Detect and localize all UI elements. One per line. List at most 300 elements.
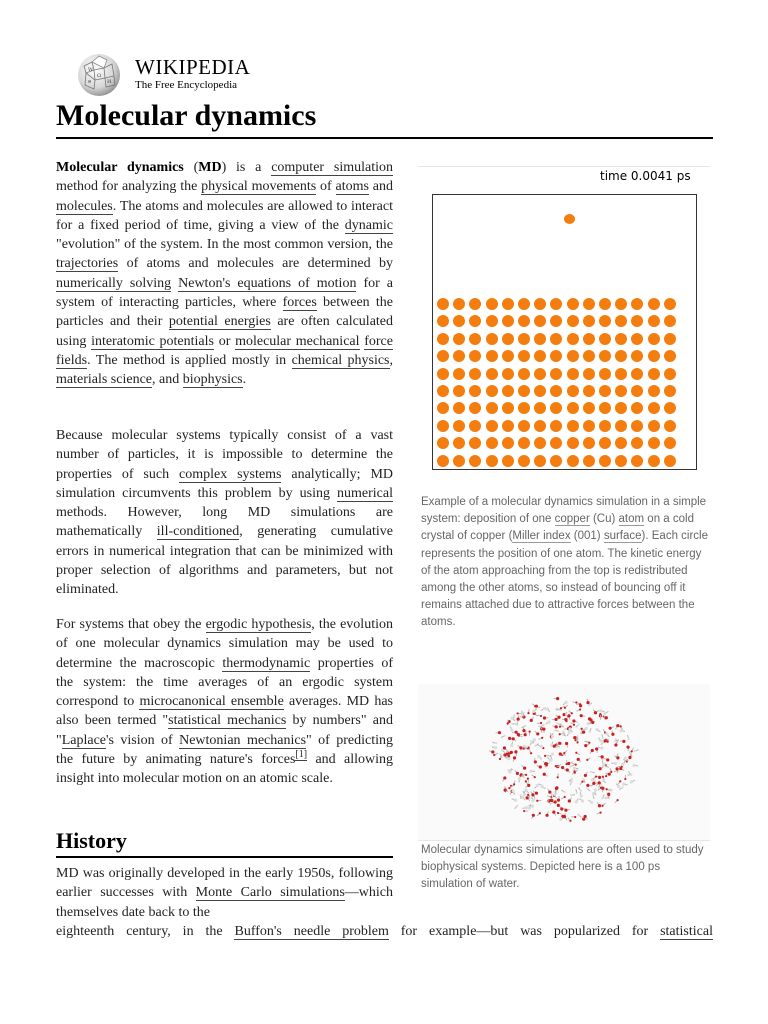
copper-lattice-atom [648, 333, 660, 345]
copper-lattice-atom [599, 368, 611, 380]
link-dynamic[interactable]: dynamic [344, 217, 393, 233]
link-ill-conditioned[interactable]: ill-conditioned [156, 524, 240, 540]
link-surface[interactable]: surface [603, 530, 642, 543]
water-atom [557, 812, 559, 814]
water-atom [555, 725, 558, 728]
copper-lattice-atom [583, 350, 595, 362]
link-molecules[interactable]: molecules [56, 198, 113, 214]
link-trajectories[interactable]: trajectories [56, 256, 119, 272]
link-computer-simulation[interactable]: computer simulation [271, 160, 393, 175]
copper-lattice-atom [648, 437, 660, 449]
water-atom [599, 767, 602, 770]
water-atom [523, 767, 526, 770]
water-atom [583, 778, 585, 780]
water-atom [529, 731, 531, 733]
water-atom [590, 771, 592, 773]
water-atom [526, 796, 529, 799]
water-atom [491, 750, 494, 753]
copper-lattice-atom [486, 333, 498, 345]
water-atom [602, 737, 604, 739]
copper-lattice-atom [664, 385, 676, 397]
section-divider [56, 856, 393, 858]
copper-lattice-atom [486, 420, 498, 432]
water-atom [507, 722, 509, 724]
water-atom [617, 799, 619, 801]
reference-link[interactable]: [1] [295, 749, 308, 761]
time-readout: time 0.0041 ps [600, 169, 691, 183]
water-atom [561, 766, 564, 769]
copper-lattice-atom [648, 368, 660, 380]
water-atom [527, 712, 529, 714]
copper-lattice-atom [518, 298, 530, 310]
link-interatomic-potentials[interactable]: interatomic potentials [91, 333, 214, 349]
copper-lattice-atom [648, 350, 660, 362]
copper-lattice-atom [534, 385, 546, 397]
copper-lattice-atom [469, 385, 481, 397]
link-statistical[interactable]: statistical [660, 924, 713, 939]
copper-lattice-atom [664, 333, 676, 345]
copper-lattice-atom [615, 368, 627, 380]
water-atom [519, 775, 521, 777]
water-atom [624, 778, 626, 780]
water-atom [590, 801, 593, 804]
water-atom [621, 786, 623, 788]
water-atom [564, 707, 566, 709]
water-atom [523, 712, 525, 714]
water-atom [577, 814, 579, 816]
water-atom [504, 735, 506, 737]
link-forces[interactable]: forces [282, 295, 317, 311]
copper-lattice-atom [486, 368, 498, 380]
link-thermodynamic[interactable]: thermodynamic [222, 655, 311, 671]
water-atom [514, 723, 516, 725]
water-atom [510, 728, 513, 731]
water-atom [598, 781, 601, 784]
link-microcanonical-ensemble[interactable]: microcanonical ensemble [139, 694, 284, 710]
water-atom [621, 763, 624, 766]
copper-lattice-atom [615, 437, 627, 449]
copper-lattice-atom [534, 350, 546, 362]
copper-lattice-atom [567, 315, 579, 327]
water-atom [532, 710, 535, 713]
copper-lattice-atom [583, 385, 595, 397]
water-atom [580, 714, 583, 717]
svg-text:ค: ค [88, 79, 92, 85]
link-biophysics[interactable]: biophysics [182, 372, 243, 388]
copper-lattice-atom [615, 385, 627, 397]
copper-lattice-atom [615, 402, 627, 414]
copper-lattice-atom [453, 385, 465, 397]
water-atom [626, 746, 629, 749]
water-atom [510, 744, 513, 747]
water-atom [557, 804, 560, 807]
water-atom [534, 776, 536, 778]
water-atom [517, 721, 519, 723]
water-atom [563, 815, 566, 818]
water-atom [542, 724, 544, 726]
copper-lattice-atom [518, 368, 530, 380]
copper-lattice-atom [599, 455, 611, 467]
wikipedia-wordmark: WIKIPEDIA [135, 55, 251, 79]
copper-lattice-atom [648, 385, 660, 397]
water-atom [628, 771, 630, 773]
water-atom [503, 746, 506, 749]
water-atom [582, 818, 585, 821]
link-miller-index[interactable]: Miller index [512, 530, 571, 543]
svg-text:Ω: Ω [97, 73, 102, 79]
copper-lattice-atom [664, 315, 676, 327]
water-atom [634, 750, 636, 752]
copper-lattice-atom [486, 455, 498, 467]
copper-lattice-atom [631, 333, 643, 345]
copper-lattice-atom [631, 315, 643, 327]
water-atom [592, 794, 594, 796]
water-atom [513, 783, 515, 785]
water-atom [523, 810, 525, 812]
copper-lattice-atom [599, 437, 611, 449]
copper-lattice-atom [599, 333, 611, 345]
copper-lattice-atom [437, 333, 449, 345]
water-atom [508, 737, 511, 740]
water-atom [563, 752, 565, 754]
water-atom [556, 697, 559, 700]
water-atom [592, 782, 595, 785]
water-atom [627, 738, 629, 740]
copper-lattice-atom [550, 402, 562, 414]
copper-lattice-atom [550, 385, 562, 397]
water-atom [517, 718, 520, 721]
copper-lattice-atom [437, 437, 449, 449]
water-atom [630, 780, 633, 783]
water-atom [525, 780, 527, 782]
water-atom [503, 776, 506, 779]
water-atom [540, 715, 542, 717]
copper-lattice-atom [583, 333, 595, 345]
water-atom [598, 804, 601, 807]
copper-lattice-atom [648, 298, 660, 310]
link-physical-movements[interactable]: physical movements [201, 179, 317, 195]
copper-lattice-atom [437, 402, 449, 414]
water-atom [579, 708, 581, 710]
water-molecules-simulation-image [418, 684, 710, 840]
water-atom [587, 722, 590, 725]
water-atom [518, 777, 521, 780]
copper-lattice-atom [453, 402, 465, 414]
copper-lattice-atom [631, 298, 643, 310]
water-atom [575, 800, 578, 803]
water-atom [533, 738, 536, 741]
water-atom [604, 739, 607, 742]
water-atom [511, 789, 514, 792]
copper-lattice-atom [599, 315, 611, 327]
copper-lattice-atom [469, 315, 481, 327]
water-atom [544, 755, 546, 757]
copper-lattice-atom [437, 350, 449, 362]
water-atom [537, 755, 540, 758]
water-atom [616, 767, 619, 770]
copper-lattice-atom [502, 402, 514, 414]
water-atom [571, 778, 573, 780]
section-heading-history: History [56, 828, 127, 853]
paragraph-history-continued: eighteenth century, in the Buffon's needle problem for example—but was popularized for statistical [56, 924, 713, 939]
water-atom [560, 807, 563, 810]
water-atom [553, 794, 555, 796]
water-atom [600, 787, 602, 789]
water-atom [582, 731, 585, 734]
copper-lattice-atom [502, 298, 514, 310]
water-atom [519, 746, 522, 749]
copper-lattice-atom [453, 333, 465, 345]
copper-lattice-atom [469, 455, 481, 467]
copper-lattice-atom [664, 298, 676, 310]
copper-lattice-atom [453, 437, 465, 449]
water-atom [564, 796, 566, 798]
water-atom [573, 724, 575, 726]
water-atom [581, 799, 584, 802]
water-atom [576, 792, 578, 794]
paragraph-intro: Molecular dynamics (MD) is a computer simulation method for analyzing the physical movements of atoms and molecules. The atoms and molecules are allowed to interact for a fixed period of time, giving a view of the dynamic "evolution" of the system. In the most common version, the trajectories of atoms and molecules are determined by numerically solving Newton's equations of motion for a system of interacting particles, where forces between the particles and their potential energies are often calculated using interatomic potentials or molecular mechanical force fields. The method is applied mostly in chemical physics, materials science, and biophysics. [56, 160, 394, 388]
copper-lattice-atom [534, 315, 546, 327]
water-atom [541, 737, 543, 739]
copper-lattice-atom [518, 385, 530, 397]
link-statistical-mechanics[interactable]: statistical mechanics [168, 713, 287, 729]
copper-lattice-atom [502, 333, 514, 345]
water-atom [568, 731, 571, 734]
copper-lattice-atom [502, 315, 514, 327]
incoming-copper-atom [564, 214, 575, 224]
water-atom [559, 725, 561, 727]
water-atom [577, 758, 580, 761]
water-atom [581, 781, 583, 783]
figure-border [418, 166, 710, 167]
water-atom [515, 731, 518, 734]
copper-lattice-atom [567, 368, 579, 380]
water-atom [527, 777, 529, 779]
copper-lattice-atom [583, 420, 595, 432]
water-atom [586, 787, 588, 789]
water-atom [535, 792, 538, 795]
water-atom [572, 719, 575, 722]
link-chemical-physics[interactable]: chemical physics [291, 352, 390, 368]
copper-lattice-atom [648, 455, 660, 467]
wikipedia-logo[interactable] [74, 52, 250, 98]
water-atom [599, 739, 602, 742]
copper-lattice-atom [437, 315, 449, 327]
copper-lattice-atom [567, 385, 579, 397]
figure-copper-deposition[interactable] [418, 166, 710, 488]
water-atom [538, 725, 540, 727]
water-atom [574, 739, 576, 741]
copper-lattice-atom [664, 437, 676, 449]
copper-lattice-atom [518, 315, 530, 327]
link-molecular-mechanical[interactable]: molecular mechanical [235, 333, 360, 349]
link-atom[interactable]: atom [618, 513, 645, 526]
water-atom [503, 753, 506, 756]
link-force-fields[interactable]: force fields [56, 333, 393, 368]
water-atom [564, 701, 567, 704]
link-monte-carlo[interactable]: Monte Carlo simulations [195, 885, 345, 901]
water-atom [551, 735, 554, 738]
link-atoms[interactable]: atoms [335, 179, 369, 195]
copper-lattice-atom [486, 298, 498, 310]
copper-lattice-atom [550, 350, 562, 362]
water-atom [630, 773, 632, 775]
copper-lattice-atom [615, 333, 627, 345]
copper-lattice-atom [631, 402, 643, 414]
water-atom [550, 799, 553, 802]
copper-lattice-atom [664, 368, 676, 380]
water-atom [614, 743, 617, 746]
copper-lattice-atom [518, 350, 530, 362]
water-atom [543, 707, 546, 710]
water-atom [574, 816, 576, 818]
water-atom [602, 779, 604, 781]
water-atom [586, 784, 589, 787]
water-atom [617, 785, 620, 788]
water-atom [588, 704, 590, 706]
water-atom [539, 765, 542, 768]
water-atom [557, 776, 559, 778]
water-atom [536, 784, 539, 787]
water-atom [626, 760, 628, 762]
copper-lattice-atom [534, 455, 546, 467]
figure2-caption: Molecular dynamics simulations are often used to study biophysical systems. Depicted here is a 100 ps simulation of water. [421, 844, 704, 891]
copper-lattice-atom [664, 350, 676, 362]
water-atom [584, 727, 587, 730]
water-atom [561, 733, 563, 735]
water-atom [555, 787, 558, 790]
link-potential-energies[interactable]: potential energies [168, 314, 271, 330]
water-atom [504, 788, 507, 791]
copper-lattice-atom [599, 298, 611, 310]
water-atom [599, 709, 602, 712]
water-atom [602, 776, 604, 778]
water-atom [607, 741, 609, 743]
water-atom [584, 744, 587, 747]
water-atom [624, 756, 627, 759]
water-atom [616, 756, 619, 759]
link-copper[interactable]: copper [554, 513, 590, 526]
water-atom [552, 811, 555, 814]
water-atom [601, 797, 603, 799]
link-numerical[interactable]: numerical [337, 485, 393, 501]
water-atom [606, 758, 609, 761]
water-atom [601, 755, 604, 758]
copper-lattice-atom [437, 385, 449, 397]
copper-lattice-atom [550, 298, 562, 310]
copper-lattice-atom [583, 315, 595, 327]
copper-lattice-atom [453, 315, 465, 327]
copper-lattice-atom [631, 368, 643, 380]
svg-text:И: И [107, 79, 112, 85]
water-atom [601, 805, 603, 807]
water-atom [495, 742, 497, 744]
copper-lattice-atom [631, 437, 643, 449]
link-newtons-equations[interactable]: Newton's equations of motion [178, 275, 357, 291]
link-buffons-needle[interactable]: Buffon's needle problem [234, 924, 389, 939]
copper-lattice-atom [437, 420, 449, 432]
water-atom [540, 785, 543, 788]
copper-lattice-atom [437, 298, 449, 310]
water-atom [602, 763, 605, 766]
water-atom [526, 746, 528, 748]
water-atom [631, 750, 633, 752]
water-atom [529, 770, 532, 773]
copper-lattice-atom [567, 402, 579, 414]
water-atom [550, 744, 553, 747]
water-atom [551, 752, 554, 755]
copper-lattice-atom [615, 420, 627, 432]
water-atom [614, 740, 616, 742]
water-atom [548, 720, 551, 723]
copper-lattice-atom [453, 420, 465, 432]
water-atom [512, 737, 515, 740]
copper-lattice-atom [502, 420, 514, 432]
water-atom [540, 722, 542, 724]
water-atom [579, 703, 581, 705]
water-atom [591, 721, 594, 724]
water-atom [510, 751, 513, 754]
wikipedia-globe-icon [74, 52, 124, 98]
link-laplace[interactable]: Laplace [61, 732, 107, 748]
copper-lattice-atom [469, 420, 481, 432]
water-atom [528, 806, 531, 809]
copper-lattice-atom [502, 437, 514, 449]
water-atom [535, 705, 538, 708]
copper-lattice-atom [664, 402, 676, 414]
water-atom [568, 727, 571, 730]
water-atom [573, 736, 576, 739]
figure-water-simulation[interactable] [418, 684, 710, 841]
copper-lattice-atom [599, 350, 611, 362]
copper-lattice-atom [534, 420, 546, 432]
water-atom [566, 768, 569, 771]
water-atom [557, 799, 560, 802]
copper-lattice-atom [648, 402, 660, 414]
link-complex-systems[interactable]: complex systems [179, 466, 282, 482]
water-atom [545, 814, 548, 817]
copper-lattice-atom [631, 420, 643, 432]
water-atom [622, 783, 625, 786]
copper-lattice-atom [453, 455, 465, 467]
water-atom [575, 752, 577, 754]
water-atom [554, 729, 556, 731]
copper-lattice-atom [583, 455, 595, 467]
bold-acronym: MD [198, 160, 222, 175]
water-atom [569, 766, 571, 768]
water-atom [513, 756, 516, 759]
water-atom [499, 753, 501, 755]
link-materials-science[interactable]: materials science [56, 372, 153, 388]
water-atom [532, 814, 535, 817]
water-atom [494, 746, 497, 749]
copper-lattice-atom [534, 437, 546, 449]
water-atom [580, 790, 582, 792]
copper-lattice-atom [567, 437, 579, 449]
link-ergodic-hypothesis[interactable]: ergodic hypothesis [205, 617, 312, 632]
link-newtonian-mechanics[interactable]: Newtonian mechanics [179, 732, 307, 748]
title-divider [56, 137, 713, 139]
copper-lattice-atom [534, 402, 546, 414]
copper-lattice-atom [550, 455, 562, 467]
link-numerically-solving[interactable]: numerically solving [56, 275, 172, 291]
water-atom [525, 806, 528, 809]
water-atom [516, 712, 518, 714]
copper-lattice-atom [437, 368, 449, 380]
water-atom [575, 701, 577, 703]
water-atom [555, 765, 557, 767]
water-atom [603, 712, 606, 715]
